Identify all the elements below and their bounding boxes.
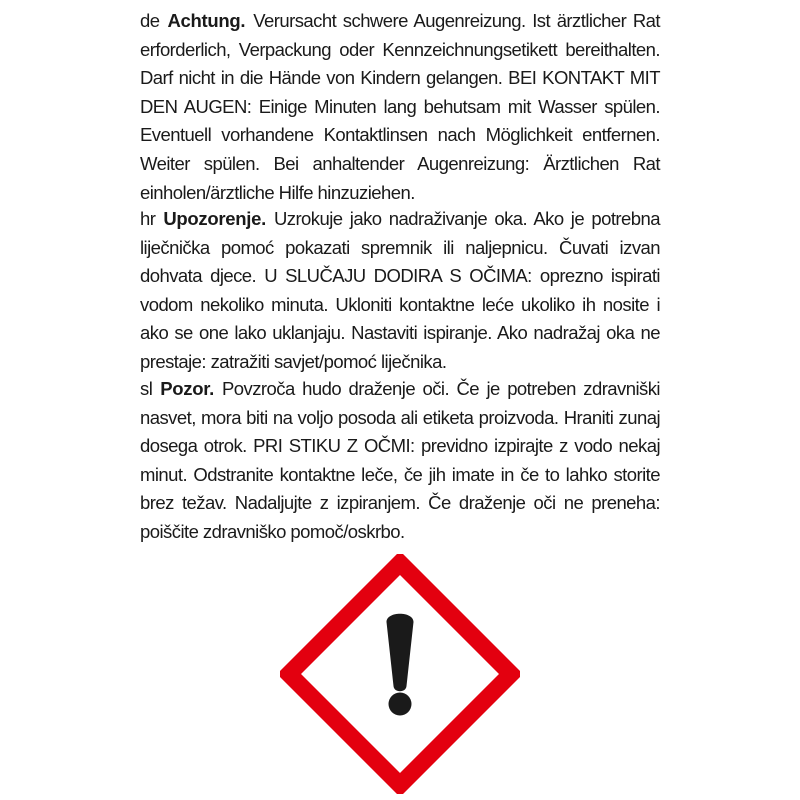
language-code-de: de bbox=[140, 10, 160, 31]
signal-word-sl: Pozor. bbox=[160, 378, 214, 399]
section-hr bbox=[140, 205, 660, 377]
hazard-text-de: Verursacht schwere Augenreizung. Ist ärztlicher Rat erforderlich, Verpackung oder Kennzeichnungsetikett bereithalten. Darf nicht in die Hände von Kindern gelangen. BEI KONTAKT MIT DEN AUGEN: Einige Minuten lang behutsam mit Wasser spülen. Eventuell vorhandene Kontaktlinsen nach Möglichkeit entfernen. Weiter spülen. Bei anhaltender Augenreizung: Ärztlichen Rat einholen/ärztliche Hilfe hinzuziehen. bbox=[140, 10, 660, 203]
exclamation-dot bbox=[389, 693, 412, 716]
language-code-sl: sl bbox=[140, 378, 153, 399]
signal-word-de: Achtung. bbox=[167, 10, 246, 31]
signal-word-hr: Upozorenje. bbox=[163, 208, 266, 229]
hazard-text-sl: Povzroča hudo draženje oči. Če je potreben zdravniški nasvet, mora biti na voljo posoda ali etiketa proizvoda. Hraniti zunaj dosega otrok. PRI STIKU Z OČMI: previdno izpirajte z vodo nekaj minut. Odstranite kontaktne leče, če jih imate in če to lahko storite brez težav. Nadaljujte z izpiranjem. Če draženje oči ne preneha: poiščite zdravniško pomoč/oskrbo. bbox=[140, 378, 660, 542]
exclamation-mark-hazard-icon bbox=[280, 554, 520, 794]
language-code-hr: hr bbox=[140, 208, 156, 229]
hazard-text-hr: Uzrokuje jako nadraživanje oka. Ako je potrebna liječnička pomoć pokazati spremnik ili naljepnicu. Čuvati izvan dohvata djece. U SLUČAJU DODIRA S OČIMA: oprezno ispirati vodom nekoliko minuta. Ukloniti kontaktne leće ukoliko ih nosite i ako se one lako uklanjaju. Nastaviti ispiranje. Ako nadražaj oka ne prestaje: zatražiti savjet/pomoć liječnika. bbox=[140, 208, 660, 372]
section-de bbox=[140, 7, 660, 207]
section-sl bbox=[140, 375, 660, 547]
